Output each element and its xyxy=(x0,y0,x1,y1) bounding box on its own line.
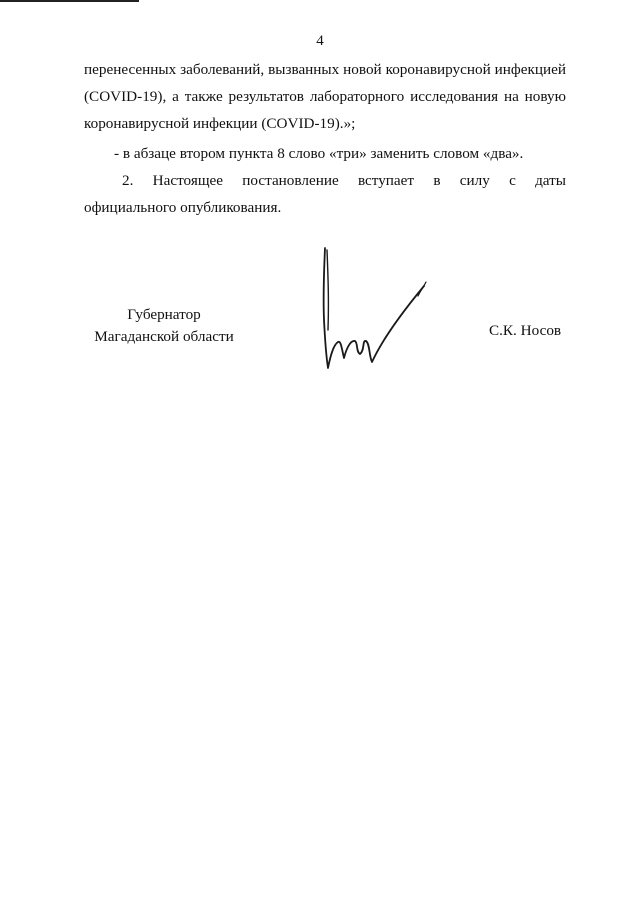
text-line: официального опубликования. xyxy=(84,199,282,216)
top-rule xyxy=(0,0,139,2)
signatory-title xyxy=(84,304,244,348)
text-line: - в абзаце втором пункта 8 слово «три» заменить словом «два». xyxy=(114,145,524,162)
signatory-title-line: Магаданской области xyxy=(94,328,234,345)
handwritten-signature xyxy=(300,240,450,380)
paragraph-continuation xyxy=(84,56,566,137)
text-line: коронавирусной инфекции (COVID-19).»; xyxy=(84,115,356,132)
signatory-name: С.К. Носов xyxy=(489,322,562,339)
text-line: (COVID-19), а также результатов лабораторного исследования на новую xyxy=(84,88,566,105)
page-number: 4 xyxy=(316,33,324,49)
paragraph-item-2 xyxy=(84,167,566,221)
signatory-title-line: Губернатор xyxy=(127,306,201,323)
paragraph-amendment xyxy=(84,140,566,167)
text-line: 2. Настоящее постановление вступает в силу с даты xyxy=(122,172,566,189)
text-line: перенесенных заболеваний, вызванных новой коронавирусной инфекцией xyxy=(84,61,566,78)
